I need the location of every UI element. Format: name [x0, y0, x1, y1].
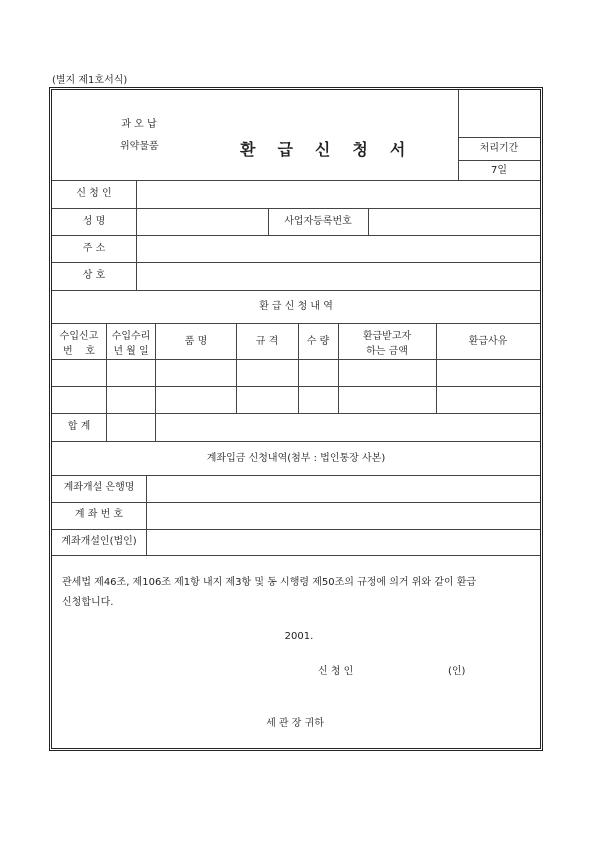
name-label: 성 명 — [82, 216, 106, 227]
page-title: 환급신청서 — [240, 140, 428, 159]
col-refund-amount: 환급받고자 하는 금액 — [362, 331, 412, 357]
account-section-title: 계좌입금 신청내역(첨부 : 법인통장 사본) — [206, 453, 386, 464]
subtitle-top: 과 오 납 — [121, 119, 157, 130]
bank-name-label: 계좌개설 은행명 — [63, 482, 135, 493]
col-refund-reason: 환급사유 — [468, 336, 508, 347]
col-specification: 규 격 — [255, 336, 279, 347]
col-acceptance-date: 수입수리 년 월 일 — [111, 331, 151, 357]
applicant-section-label: 신 청 인 — [76, 188, 112, 199]
col-quantity: 수 량 — [306, 336, 330, 347]
col-declaration-number: 수입신고 번 호 — [59, 331, 99, 357]
subtitle-left: 위약물품 — [120, 141, 159, 152]
account-number-label: 계 좌 번 호 — [74, 509, 124, 520]
processing-period-label: 처리기간 — [479, 143, 519, 154]
col-item-name: 품 명 — [184, 336, 208, 347]
form-reference: (별지 제1호서식) — [52, 75, 128, 86]
applicant-signature-label: 신 청 인 — [318, 666, 354, 677]
total-label: 합 계 — [67, 421, 91, 432]
refund-details-title: 환 급 신 청 내 역 — [259, 301, 333, 312]
company-label: 상 호 — [82, 270, 106, 281]
statement-line-2: 신청합니다. — [62, 597, 114, 608]
application-date: 2001. — [284, 631, 314, 642]
seal-mark: (인) — [448, 666, 466, 677]
addressee: 세 관 장 귀하 — [266, 718, 324, 729]
refund-application-form — [49, 87, 543, 751]
statement-line-1: 관세법 제46조, 제106조 제1항 내지 제3항 및 동 시행령 제50조의 규정에 의거 위와 같이 환급 — [62, 577, 477, 588]
business-number-label: 사업자등록번호 — [284, 216, 352, 227]
address-label: 주 소 — [82, 243, 106, 254]
account-holder-label: 계좌개설인(법인) — [61, 536, 137, 547]
processing-period-value: 7일 — [490, 165, 508, 176]
